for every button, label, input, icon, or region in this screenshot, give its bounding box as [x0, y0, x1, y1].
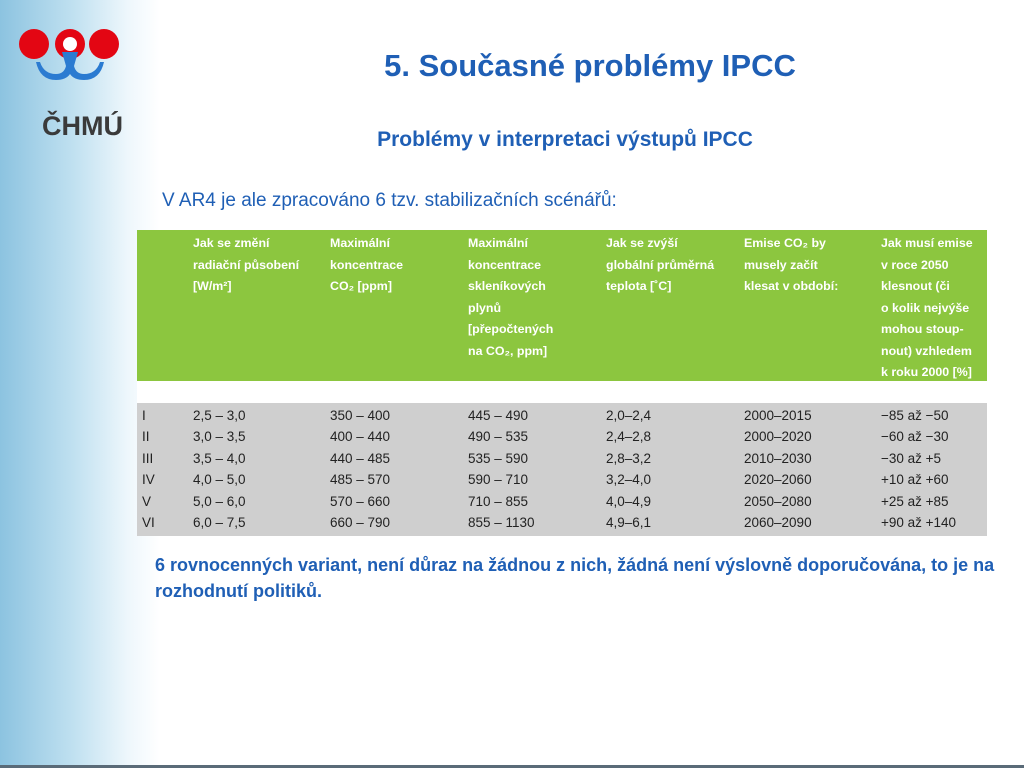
cell-scenario: II	[142, 429, 150, 445]
header-max-ghg: Maximální koncentrace skleníkových plynů [přepočtených na CO₂, ppm]	[468, 236, 554, 358]
cell-change: +90 až +140	[881, 514, 957, 530]
cell-temp: 2,0–2,4	[606, 408, 652, 423]
cell-co2: 485 – 570	[330, 472, 391, 488]
logo-text: ČHMÚ	[42, 111, 123, 141]
intro-text: V AR4 je ale zpracováno 6 tzv. stabilizačních scénářů:	[162, 190, 617, 211]
cell-ghg: 535 – 590	[468, 450, 529, 466]
page-title: 5. Současné problémy IPCC	[384, 48, 796, 83]
cell-scenario: V	[142, 493, 152, 509]
cell-co2: 660 – 790	[330, 514, 391, 530]
cell-change: −85 až −50	[881, 408, 949, 423]
table-row	[137, 470, 987, 491]
cell-period: 2010–2030	[744, 450, 812, 466]
header-radiative-forcing: Jak se změní radiační působení [W/m²]	[193, 236, 300, 293]
cell-scenario: III	[142, 450, 154, 466]
header-emission-change: Jak musí emise v roce 2050 klesnout (či o kolik nejvýše mohou stoup- nout) vzhledem k roku 2000 [%]	[881, 236, 973, 379]
conclusion-text: 6 rovnocenných variant, není důraz na žádnou z nich, žádná není výslovně doporučována, to je na rozhodnutí politiků.	[155, 555, 995, 601]
cell-period: 2050–2080	[744, 493, 812, 509]
cell-temp: 3,2–4,0	[606, 472, 652, 488]
cell-scenario: I	[142, 408, 146, 423]
cell-co2: 440 – 485	[330, 450, 391, 466]
page-subtitle: Problémy v interpretaci výstupů IPCC	[377, 128, 753, 151]
cell-forcing: 2,5 – 3,0	[193, 408, 246, 423]
cell-change: +10 až +60	[881, 472, 949, 488]
cell-temp: 4,9–6,1	[606, 514, 652, 530]
cell-forcing: 5,0 – 6,0	[193, 493, 246, 509]
cell-period: 2060–2090	[744, 514, 812, 530]
table-spacer	[137, 381, 987, 403]
cell-ghg: 710 – 855	[468, 493, 529, 509]
header-max-co2: Maximální koncentrace CO₂ [ppm]	[330, 236, 404, 293]
cell-forcing: 3,5 – 4,0	[193, 450, 246, 466]
chmu-logo-icon	[18, 22, 122, 92]
cell-forcing: 6,0 – 7,5	[193, 514, 246, 530]
cell-change: +25 až +85	[881, 493, 949, 509]
cell-period: 2000–2015	[744, 408, 812, 423]
cell-scenario: IV	[142, 472, 155, 488]
cell-ghg: 855 – 1130	[468, 514, 535, 530]
table-header	[137, 230, 987, 381]
cell-temp: 2,4–2,8	[606, 429, 652, 445]
cell-forcing: 4,0 – 5,0	[193, 472, 246, 488]
cell-period: 2000–2020	[744, 429, 812, 445]
cell-ghg: 490 – 535	[468, 429, 529, 445]
cell-scenario: VI	[142, 514, 155, 530]
cell-ghg: 445 – 490	[468, 408, 529, 423]
scenario-table	[137, 230, 987, 536]
chmu-logo	[18, 22, 123, 141]
cell-forcing: 3,0 – 3,5	[193, 429, 246, 445]
table-row	[137, 449, 987, 470]
table-row	[137, 427, 987, 448]
cell-co2: 350 – 400	[330, 408, 391, 423]
cell-period: 2020–2060	[744, 472, 812, 488]
cell-change: −60 až −30	[881, 429, 949, 445]
header-temperature: Jak se zvýší globální průměrná teplota [˚C]	[606, 236, 715, 293]
table-row	[137, 406, 987, 427]
header-emission-peak: Emise CO₂ by musely začít klesat v období:	[744, 236, 839, 293]
cell-temp: 4,0–4,9	[606, 493, 652, 509]
cell-co2: 570 – 660	[330, 493, 391, 509]
table-body	[137, 403, 987, 536]
cell-ghg: 590 – 710	[468, 472, 529, 488]
cell-change: −30 až +5	[881, 450, 942, 466]
table-row	[137, 492, 987, 513]
cell-temp: 2,8–3,2	[606, 450, 652, 466]
cell-co2: 400 – 440	[330, 429, 391, 445]
table-row	[137, 513, 987, 534]
